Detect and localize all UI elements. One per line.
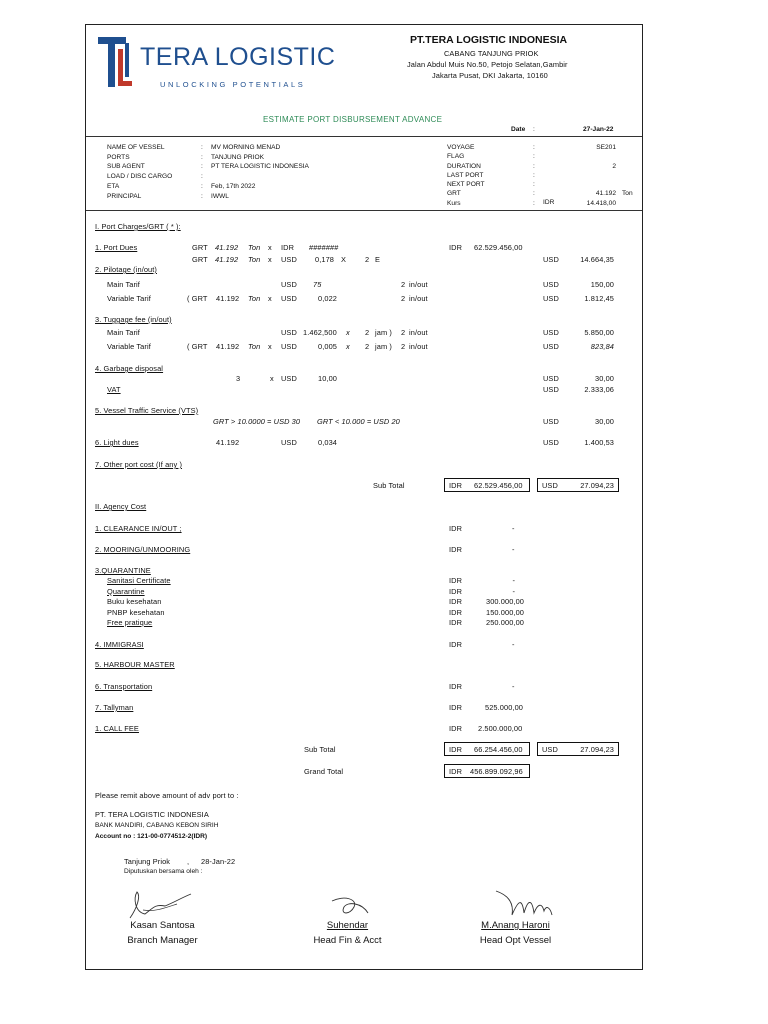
multiplier: 2: [401, 328, 406, 337]
logo-name: TERA LOGISTIC: [140, 43, 336, 71]
vessel-label: ETA: [107, 182, 120, 190]
tarif-name: Variable Tarif: [107, 294, 151, 303]
subtotal-usd-value: 27.094,23: [580, 745, 614, 754]
total-currency: IDR: [449, 724, 463, 733]
total-value: -: [512, 524, 515, 533]
times: x: [346, 342, 350, 351]
quantity: 3: [236, 374, 241, 383]
rate: 0,034: [318, 438, 337, 447]
kurs-currency: IDR: [543, 199, 555, 206]
total-value: 250.000,00: [486, 618, 524, 627]
currency: IDR: [281, 243, 295, 252]
total-currency: IDR: [449, 576, 463, 585]
company-branch: CABANG TANJUNG PRIOK: [444, 49, 539, 58]
currency: USD: [281, 255, 297, 264]
total-currency: USD: [543, 342, 559, 351]
hours: 2: [365, 328, 370, 337]
ton-unit: Ton: [248, 342, 261, 351]
total-value: 14.664,35: [580, 255, 614, 264]
vessel-value: MV MORNING MENAD: [211, 144, 281, 151]
harbour-master-label: 5. HARBOUR MASTER: [95, 660, 175, 669]
signatory-title: Head Fin & Acct: [313, 935, 382, 946]
call-fee-label: 1. CALL FEE: [95, 724, 139, 733]
grt-text: GRT: [192, 255, 208, 264]
remit-date: 28-Jan-22: [201, 857, 236, 866]
quarantine-label: 3.QUARANTINE: [95, 566, 151, 575]
total-value: -: [512, 586, 515, 596]
total-currency: USD: [543, 328, 559, 337]
quarantine-items: [107, 576, 171, 629]
tuggage-label: 3. Tuggage fee (in/out): [95, 315, 172, 324]
total-currency: USD: [543, 294, 559, 303]
vessel-label: PORTS: [107, 153, 130, 161]
vessel-value: PT TERA LOGISTIC INDONESIA: [211, 163, 309, 171]
ton-unit: Ton: [248, 255, 261, 264]
vessel-value: TANJUNG PRIOK: [211, 153, 264, 161]
tarif-name: Main Tarif: [107, 328, 140, 337]
separator: :: [533, 199, 535, 207]
vessel-right-labels: [447, 143, 485, 208]
vessel-left-values: [211, 143, 309, 201]
tarif-name: Variable Tarif: [107, 342, 151, 351]
date-separator: :: [533, 126, 535, 133]
separator: :: [533, 162, 535, 170]
total-currency: USD: [543, 417, 559, 426]
times: x: [268, 294, 272, 303]
times: x: [268, 243, 272, 252]
total-currency: IDR: [449, 481, 463, 490]
vessel-value: SE201: [596, 144, 616, 151]
company-address-2: Jakarta Pusat, DKI Jakarta, 10160: [432, 71, 548, 80]
vessel-label: DURATION: [447, 162, 481, 170]
multiplier: 2: [401, 342, 406, 351]
separator: :: [201, 182, 203, 190]
vessel-right-seps: [533, 143, 535, 208]
light-dues-label: 6. Light dues: [95, 438, 139, 447]
total-currency: USD: [543, 280, 559, 289]
company-address-1: Jalan Abdul Muis No.50, Petojo Selatan,Gambir: [407, 60, 568, 69]
currency: USD: [281, 294, 297, 303]
total-value: 30,00: [595, 417, 614, 426]
date-value: 27-Jan-22: [583, 126, 614, 133]
ton-unit: Ton: [248, 294, 261, 303]
vessel-label: PRINCIPAL: [107, 192, 142, 200]
separator: :: [201, 192, 203, 200]
vts-label: 5. Vessel Traffic Service (VTS): [95, 406, 199, 415]
document-title: ESTIMATE PORT DISBURSEMENT ADVANCE: [263, 115, 443, 124]
total-value: 150,00: [590, 280, 614, 289]
total-currency: IDR: [449, 607, 463, 617]
separator: :: [201, 173, 203, 181]
rate: 0,005: [318, 342, 337, 351]
immigrasi-label: 4. IMMIGRASI: [95, 640, 144, 649]
vessel-left-labels: [107, 143, 172, 201]
section-1-title: I. Port Charges/GRT ( * ):: [95, 222, 181, 231]
remit-account: Account no : 121-00-0774512-2(IDR): [95, 833, 208, 840]
grt-text: GRT: [192, 243, 208, 252]
total-value: 823,84: [590, 342, 614, 351]
vessel-label: NEXT PORT: [447, 181, 485, 189]
multiplier-unit: E: [375, 255, 381, 264]
hours-unit: jam ): [375, 342, 392, 351]
vessel-label: VOYAGE: [447, 144, 475, 151]
company-logo: [96, 35, 136, 89]
company-name: PT.TERA LOGISTIC INDONESIA: [410, 34, 568, 46]
agreed-by: Diputuskan bersama oleh :: [124, 868, 203, 875]
vessel-label: Kurs: [447, 199, 461, 207]
subtotal-idr-value: 62.529.456,00: [474, 481, 523, 490]
total-value: 30,00: [595, 374, 614, 383]
total-currency: IDR: [449, 640, 463, 649]
vessel-label: SUB AGENT: [107, 163, 145, 171]
times: X: [341, 255, 347, 264]
total-value: -: [512, 682, 515, 691]
total-currency: USD: [543, 255, 559, 264]
grt-qty: 41.192: [215, 243, 239, 252]
subtotal-usd-value: 27.094,23: [580, 481, 614, 490]
vat-label: VAT: [107, 385, 121, 394]
times: x: [268, 342, 272, 351]
date-label: Date: [511, 126, 526, 133]
hours-unit: jam ): [375, 328, 392, 337]
signatory-title: Head Opt Vessel: [479, 935, 552, 946]
signature-1-icon: [125, 888, 195, 924]
total-currency: IDR: [449, 545, 463, 554]
separator: :: [533, 144, 535, 151]
separator: :: [201, 163, 203, 171]
quarantine-item: PNBP kesehatan: [107, 607, 165, 617]
vts-note: GRT > 10.0000 = USD 30: [213, 417, 301, 426]
separator: :: [201, 144, 203, 151]
subtotal-idr-value: 66.254.456,00: [474, 745, 523, 754]
vessel-label: LOAD / DISC CARGO: [107, 173, 173, 181]
subtotal-label: Sub Total: [304, 745, 336, 754]
vessel-label: NAME OF VESSEL: [107, 144, 165, 151]
total-currency: IDR: [449, 745, 463, 754]
signatory-1: [110, 920, 215, 946]
other-cost-label: 7. Other port cost (If any ): [95, 460, 183, 469]
quarantine-item: Quarantine: [107, 586, 145, 596]
total-currency: IDR: [449, 524, 463, 533]
vessel-value: [211, 172, 309, 182]
separator: :: [533, 153, 535, 161]
total-currency: IDR: [449, 597, 463, 606]
remit-comma: ,: [187, 857, 190, 866]
rate: #######: [309, 243, 339, 252]
total-currency: USD: [543, 438, 559, 447]
total-value: -: [512, 576, 515, 585]
currency: USD: [281, 438, 297, 447]
currency: USD: [281, 374, 297, 383]
remit-instruction: Please remit above amount of adv port to :: [95, 791, 239, 800]
total-value: 1.812,45: [584, 294, 614, 303]
total-value: -: [512, 640, 515, 649]
signatory-name: Suhendar: [326, 920, 369, 931]
vessel-value: 2: [612, 162, 616, 170]
remit-company: PT. TERA LOGISTIC INDONESIA: [95, 810, 209, 819]
separator: :: [533, 190, 535, 198]
port-dues-label: 1. Port Dues: [95, 243, 138, 252]
section-2-title: II. Agency Cost: [95, 502, 147, 511]
total-currency: IDR: [449, 703, 463, 712]
vessel-value: 14.418,00: [586, 199, 616, 207]
hours: 2: [365, 342, 370, 351]
header-divider: [86, 136, 642, 137]
vessel-value: IWWL: [211, 192, 229, 200]
total-currency: IDR: [449, 767, 463, 776]
vat-value: 2.333,06: [584, 385, 614, 394]
signature-3-icon: [494, 885, 554, 921]
remit-place: Tanjung Priok: [124, 857, 171, 866]
vessel-value: 41.192: [595, 190, 616, 198]
clearance-label: 1. CLEARANCE IN/OUT ;: [95, 524, 182, 533]
total-value: 2.500.000,00: [478, 724, 523, 733]
garbage-label: 4. Garbage disposal: [95, 364, 164, 373]
total-currency: USD: [543, 374, 559, 383]
total-currency: IDR: [449, 586, 463, 596]
signatory-title: Branch Manager: [127, 935, 198, 946]
separator: :: [533, 181, 535, 189]
vessel-value: Feb, 17th 2022: [211, 182, 256, 190]
rate: 0,178: [315, 255, 334, 264]
multiplier-unit: in/out: [409, 328, 428, 337]
multiplier-unit: in/out: [409, 342, 428, 351]
total-currency: IDR: [449, 618, 463, 627]
multiplier: 2: [365, 255, 370, 264]
vessel-label: LAST PORT: [447, 171, 484, 179]
transport-label: 6. Transportation: [95, 682, 153, 691]
total-value: 150.000,00: [486, 607, 524, 617]
total-currency: USD: [543, 385, 559, 394]
total-value: 1.400,53: [584, 438, 614, 447]
grand-total-label: Grand Total: [304, 767, 344, 776]
grt-qty: 41.192: [216, 438, 240, 447]
grand-total-value: 456.899.092,96: [470, 767, 523, 776]
multiplier: 2: [401, 280, 406, 289]
logo-tagline: UNLOCKING POTENTIALS: [160, 80, 306, 89]
total-currency: IDR: [449, 682, 463, 691]
total-value: 300.000,00: [486, 597, 524, 606]
subtotal-label: Sub Total: [373, 481, 405, 490]
vessel-label: FLAG: [447, 153, 465, 161]
tarif-name: Main Tarif: [107, 280, 140, 289]
signature-2-icon: [328, 893, 372, 921]
total-value: 62.529.456,00: [474, 243, 523, 252]
grt-unit: Ton: [622, 190, 633, 197]
details-divider: [86, 210, 642, 211]
signatory-name: M.Anang Haroni: [481, 920, 550, 931]
rate: 1.462,500: [303, 328, 337, 337]
multiplier-unit: in/out: [409, 280, 428, 289]
quarantine-currencies: [449, 576, 462, 629]
quarantine-item: Sanitasi Certificate: [107, 576, 171, 585]
times: x: [268, 255, 272, 264]
currency: USD: [281, 342, 297, 351]
rate: 75: [313, 280, 322, 289]
mooring-label: 2. MOORING/UNMOORING: [95, 545, 191, 554]
total-currency: IDR: [449, 243, 463, 252]
signatory-name: Kasan Santosa: [130, 920, 195, 931]
separator: :: [201, 153, 203, 161]
signatory-2: [295, 920, 400, 946]
total-value: -: [512, 545, 515, 554]
pilotage-label: 2. Pilotage (in/out): [95, 265, 157, 274]
signatory-3: [463, 920, 568, 946]
times: x: [270, 374, 274, 383]
ton-unit: Ton: [248, 243, 261, 252]
grt-qty: 41.192: [216, 342, 240, 351]
currency: USD: [281, 328, 297, 337]
total-currency: USD: [542, 481, 558, 490]
quarantine-item: Buku kesehatan: [107, 597, 162, 606]
total-value: 5.850,00: [584, 328, 614, 337]
quarantine-item: Free pratique: [107, 618, 153, 627]
grt-text: ( GRT: [187, 294, 208, 303]
currency: USD: [281, 280, 297, 289]
multiplier-unit: in/out: [409, 294, 428, 303]
quarantine-values: [470, 576, 524, 629]
tallyman-label: 7. Tallyman: [95, 703, 134, 712]
total-currency: USD: [542, 745, 558, 754]
vessel-left-seps: [201, 143, 203, 201]
vessel-right-values: [560, 143, 616, 208]
grt-qty: 41.192: [215, 255, 239, 264]
rate: 0,022: [318, 294, 337, 303]
grt-text: ( GRT: [187, 342, 208, 351]
separator: :: [533, 171, 535, 179]
total-value: 525.000,00: [485, 703, 523, 712]
vessel-label: GRT: [447, 190, 461, 198]
vts-note: GRT < 10.000 = USD 20: [317, 417, 400, 426]
multiplier: 2: [401, 294, 406, 303]
grt-qty: 41.192: [216, 294, 240, 303]
remit-bank: BANK MANDIRI, CABANG KEBON SIRIH: [95, 822, 219, 829]
times: x: [346, 328, 350, 337]
rate: 10,00: [318, 374, 337, 383]
